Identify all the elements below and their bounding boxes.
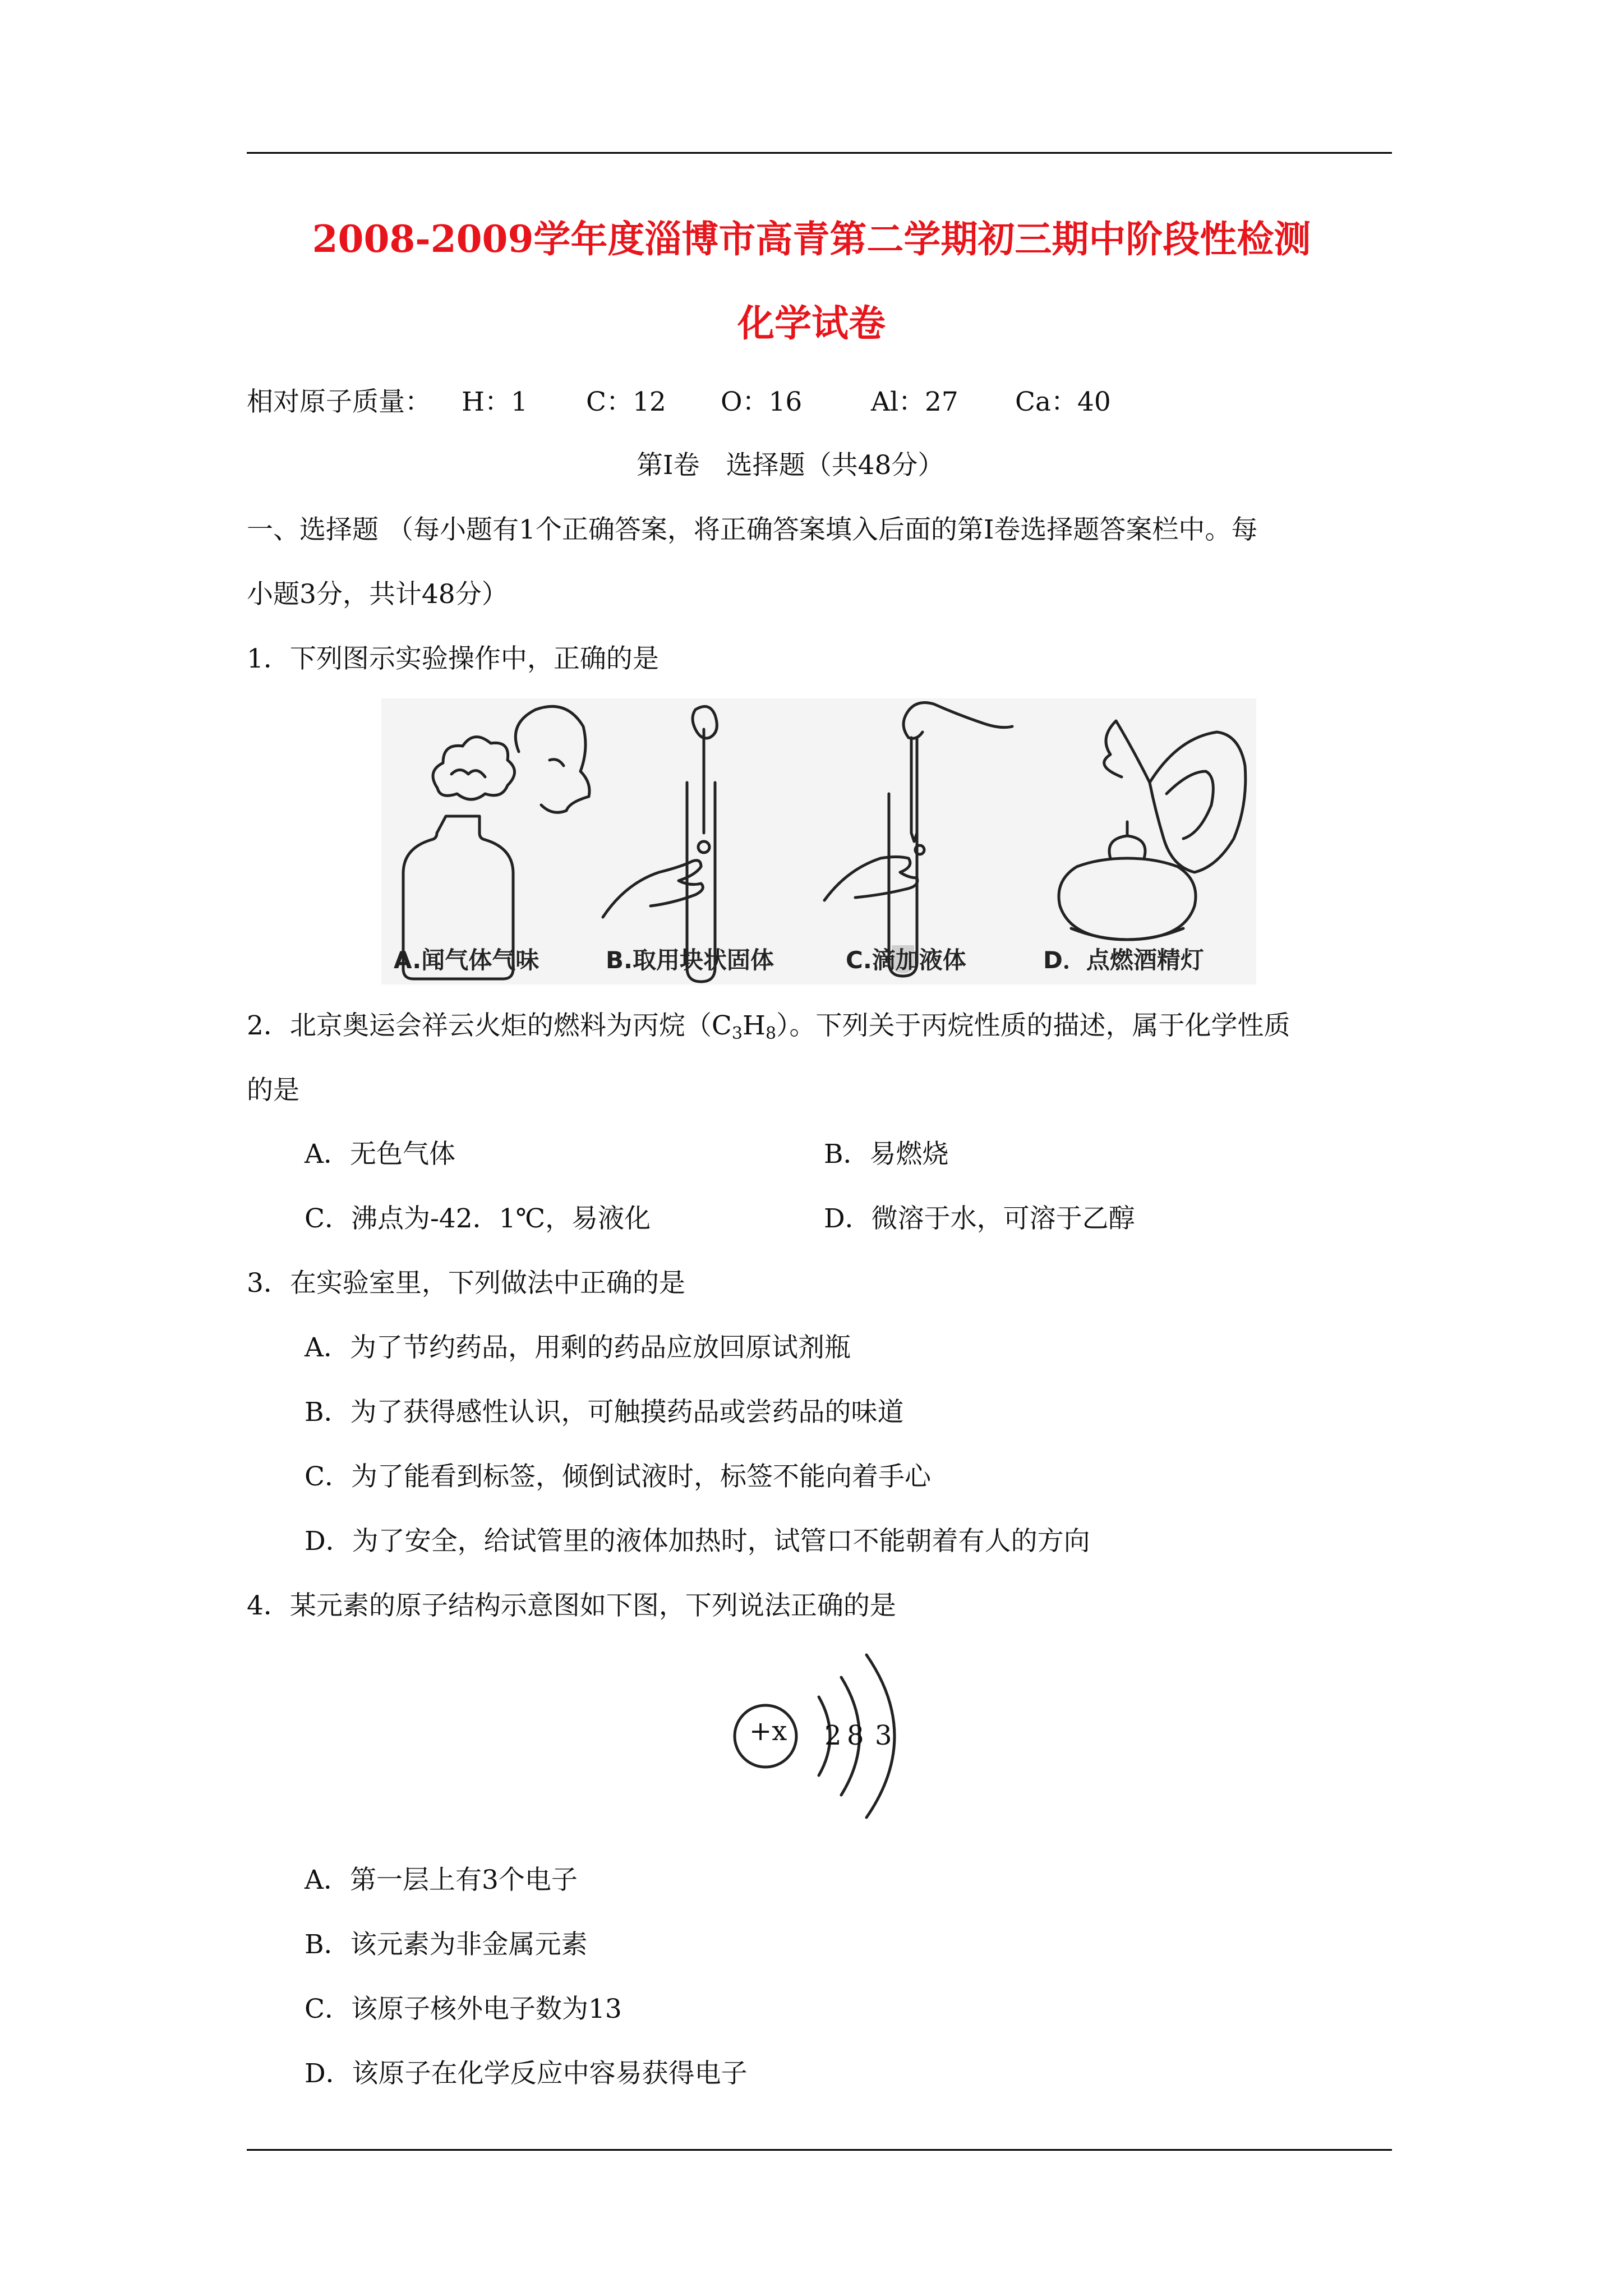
atomic-masses-label: 相对原子质量： (247, 386, 431, 417)
bottom-rule (247, 2149, 1392, 2151)
q2-stem (247, 1010, 1290, 1043)
q2-option-d: D．微溶于水，可溶于乙醇 (824, 1203, 1135, 1234)
exam-title: 2008-2009学年度淄博市高青第二学期初三期中阶段性检测 (312, 217, 1311, 261)
q4-option-d: D．该原子在化学反应中容易获得电子 (305, 2058, 748, 2089)
q2-stem-prefix: 2．北京奥运会祥云火炬的燃料为丙烷（C (247, 1010, 732, 1041)
section-instructions-line2: 小题3分，共计48分） (247, 579, 508, 610)
q2-option-c: C．沸点为-42．1℃，易液化 (305, 1203, 651, 1234)
q1-stem: 1．下列图示实验操作中，正确的是 (247, 643, 659, 674)
q2-stem-suffix: ）。下列关于丙烷性质的描述，属于化学性质 (776, 1010, 1290, 1041)
atomic-mass-c: C：12 (586, 386, 666, 417)
atom-shell-3-count: 3 (875, 1720, 892, 1751)
q2-subscript-3: 3 (731, 1024, 743, 1043)
q3-option-d: D．为了安全，给试管里的液体加热时，试管口不能朝着有人的方向 (305, 1526, 1090, 1557)
q1-label-d: D．点燃酒精灯 (1043, 946, 1204, 974)
atomic-mass-h: H：1 (462, 386, 528, 417)
q2-h-symbol: H (742, 1010, 766, 1041)
q2-stem-line2: 的是 (247, 1075, 299, 1106)
q4-option-c: C．该原子核外电子数为13 (305, 1994, 622, 2024)
atom-shell-1-count: 2 (824, 1720, 842, 1751)
q1-label-b: B.取用块状固体 (606, 946, 774, 974)
q1-illustrations (381, 698, 1256, 984)
q3-option-c: C．为了能看到标签，倾倒试液时，标签不能向着手心 (305, 1461, 931, 1492)
atom-nucleus-label: +x (749, 1715, 787, 1747)
q4-stem: 4．某元素的原子结构示意图如下图，下列说法正确的是 (247, 1590, 896, 1621)
q2-option-a: A．无色气体 (305, 1139, 455, 1170)
atomic-mass-o: O：16 (721, 386, 803, 417)
section-instructions-line1: 一、选择题 （每小题有1个正确答案，将正确答案填入后面的第Ⅰ卷选择题答案栏中。每 (247, 514, 1258, 545)
q2-subscript-8: 8 (765, 1024, 777, 1043)
q3-option-b: B．为了获得感性认识，可触摸药品或尝药品的味道 (305, 1397, 904, 1428)
q4-option-b: B．该元素为非金属元素 (305, 1929, 588, 1960)
q1-label-a: A.闻气体气味 (394, 946, 540, 974)
q1-label-c: C.滴加液体 (846, 946, 966, 974)
q3-stem: 3．在实验室里，下列做法中正确的是 (247, 1268, 685, 1299)
q3-option-a: A．为了节约药品，用剩的药品应放回原试剂瓶 (305, 1332, 851, 1363)
q4-option-a: A．第一层上有3个电子 (305, 1865, 578, 1895)
volume-title: 第Ⅰ卷 选择题（共48分） (637, 450, 944, 481)
atomic-mass-al: Al：27 (871, 386, 958, 417)
exam-subtitle: 化学试卷 (737, 301, 886, 345)
top-rule (247, 152, 1392, 154)
q2-option-b: B．易燃烧 (824, 1139, 949, 1170)
atom-shell-2-count: 8 (847, 1720, 864, 1751)
atomic-mass-ca: Ca：40 (1015, 386, 1111, 417)
